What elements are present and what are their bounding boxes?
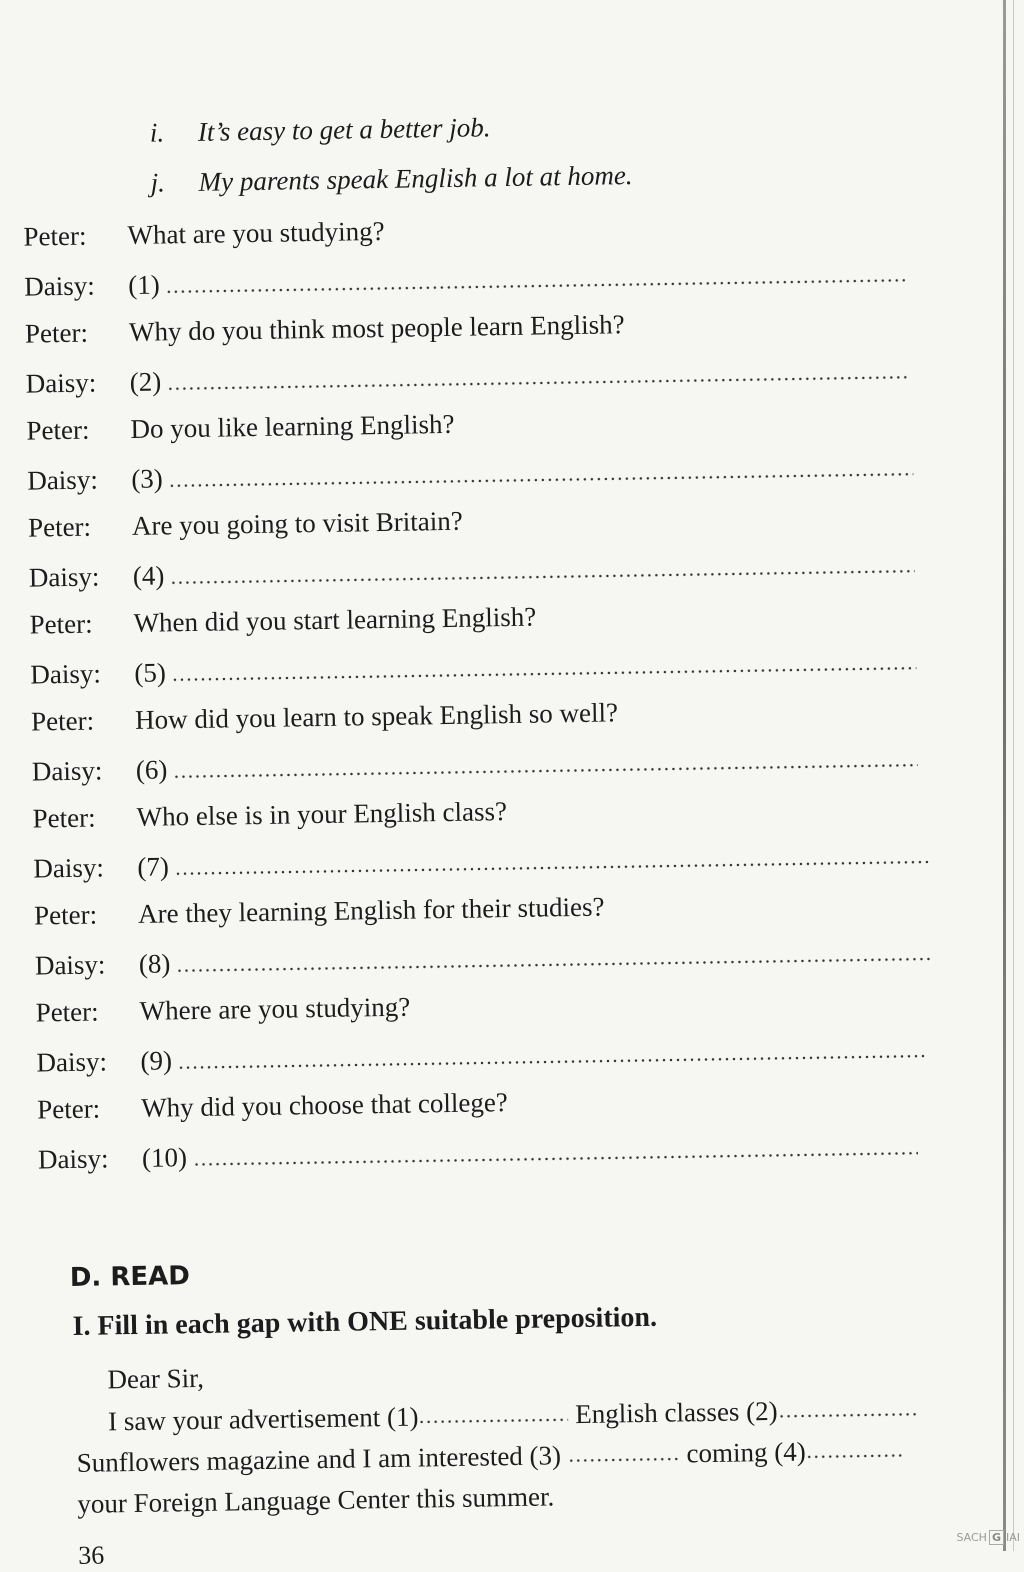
answer-number: (6) [135,754,168,785]
option-j [150,160,632,199]
watermark [956,1530,1020,1545]
dialogue-row [29,549,916,594]
question-text: Why do you think most people learn English? [128,309,625,347]
question-text: Why did you choose that college? [140,1087,509,1123]
letter-line: your Foreign Language Center this summer. [77,1481,555,1519]
question-text: Are you going to visit Britain? [131,505,463,541]
speaker-label: Daisy: [36,1046,108,1078]
option-text: My parents speak English a lot at home. [198,160,633,197]
letter-text: English classes (2) [574,1395,778,1430]
speaker-label: Peter: [27,511,92,543]
answer-number: (7) [137,851,170,882]
section-title: D. READ [69,1261,191,1294]
answer-number: (9) [140,1045,173,1076]
dialogue-row [36,1034,928,1079]
answer-number: (1) [128,269,160,300]
page-edge [1013,0,1014,1551]
speaker-label: Daisy: [24,270,95,302]
answer-blank[interactable] [170,570,915,585]
speaker-label: Daisy: [31,755,103,787]
speaker-label: Peter: [30,705,95,737]
answer-blank[interactable] [176,957,931,972]
answer-blank[interactable] [178,1055,928,1070]
speaker-label: Peter: [24,317,89,349]
page-number: 36 [77,1540,105,1570]
answer-number: (5) [134,657,167,688]
dialogue-row [37,1087,508,1125]
answer-blank[interactable] [193,1152,918,1166]
dialogue-row [33,839,930,884]
dialogue-row [34,892,605,932]
speaker-label: Daisy: [34,949,106,981]
answer-number: (3) [131,463,164,494]
answer-number: (10) [141,1142,188,1173]
dialogue-row [26,355,908,400]
dialogue-row [28,506,463,544]
dialogue-row [26,409,454,447]
answer-blank[interactable] [173,764,918,779]
speaker-label: Peter: [23,220,87,252]
speaker-label: Peter: [32,802,96,834]
dialogue-row [24,258,906,303]
speaker-label: Daisy: [33,852,105,884]
dialogue-row [35,936,932,981]
option-letter: j. [150,167,166,198]
letter-text: coming (4) [686,1436,806,1469]
dialogue-row [29,602,536,641]
speaker-label: Peter: [26,414,90,446]
answer-number: (8) [138,948,171,979]
speaker-label: Daisy: [37,1143,109,1175]
question-text: Do you like learning English? [130,408,455,444]
dialogue-row [25,309,625,349]
dialogue-row [30,646,917,691]
dialogue-row [32,796,507,834]
question-text: Who else is in your English class? [136,796,508,832]
dialogue-row [27,452,914,497]
answer-number: (2) [129,366,162,397]
letter-greeting: Dear Sir, [107,1362,205,1395]
watermark-logo-icon: G [989,1530,1004,1545]
letter-line [108,1394,918,1438]
gap-blank[interactable] [806,1454,904,1459]
answer-blank[interactable] [175,860,930,875]
dialogue-row [32,743,919,788]
gap-blank[interactable] [778,1413,918,1418]
watermark-text: IAI [1005,1531,1020,1544]
option-i [150,112,491,148]
question-text: What are you studying? [127,215,385,250]
dialogue-row [35,992,410,1029]
speaker-label: Daisy: [28,561,100,593]
question-text: When did you start learning English? [133,601,537,638]
gap-blank[interactable] [568,1457,680,1462]
answer-blank[interactable] [172,667,917,682]
question-text: Are they learning English for their studies? [137,891,605,929]
answer-blank[interactable] [169,473,914,488]
speaker-label: Daisy: [27,464,99,496]
page-edge [1003,0,1006,1551]
speaker-label: Peter: [33,899,98,931]
exercise-instruction: I. Fill in each gap with ONE suitable preposition. [72,1301,658,1342]
speaker-label: Peter: [29,608,93,640]
letter-text: I saw your advertisement (1) [107,1401,419,1437]
option-letter: i. [149,117,165,148]
speaker-label: Peter: [35,996,99,1028]
letter-line [77,1435,904,1479]
question-text: Where are you studying? [139,991,411,1026]
speaker-label: Peter: [36,1093,101,1125]
answer-blank[interactable] [167,376,907,391]
speaker-label: Daisy: [30,658,102,690]
dialogue-row [23,216,385,253]
speaker-label: Daisy: [25,367,97,399]
dialogue-row [38,1131,918,1176]
watermark-text: SACH [956,1531,987,1544]
gap-blank[interactable] [419,1418,569,1423]
letter-text: Sunflowers magazine and I am interested (3) [76,1440,562,1478]
answer-blank[interactable] [166,279,906,294]
question-text: How did you learn to speak English so well? [134,697,619,735]
option-text: It’s easy to get a better job. [197,112,491,147]
answer-number: (4) [132,560,165,591]
dialogue-row [31,697,618,737]
